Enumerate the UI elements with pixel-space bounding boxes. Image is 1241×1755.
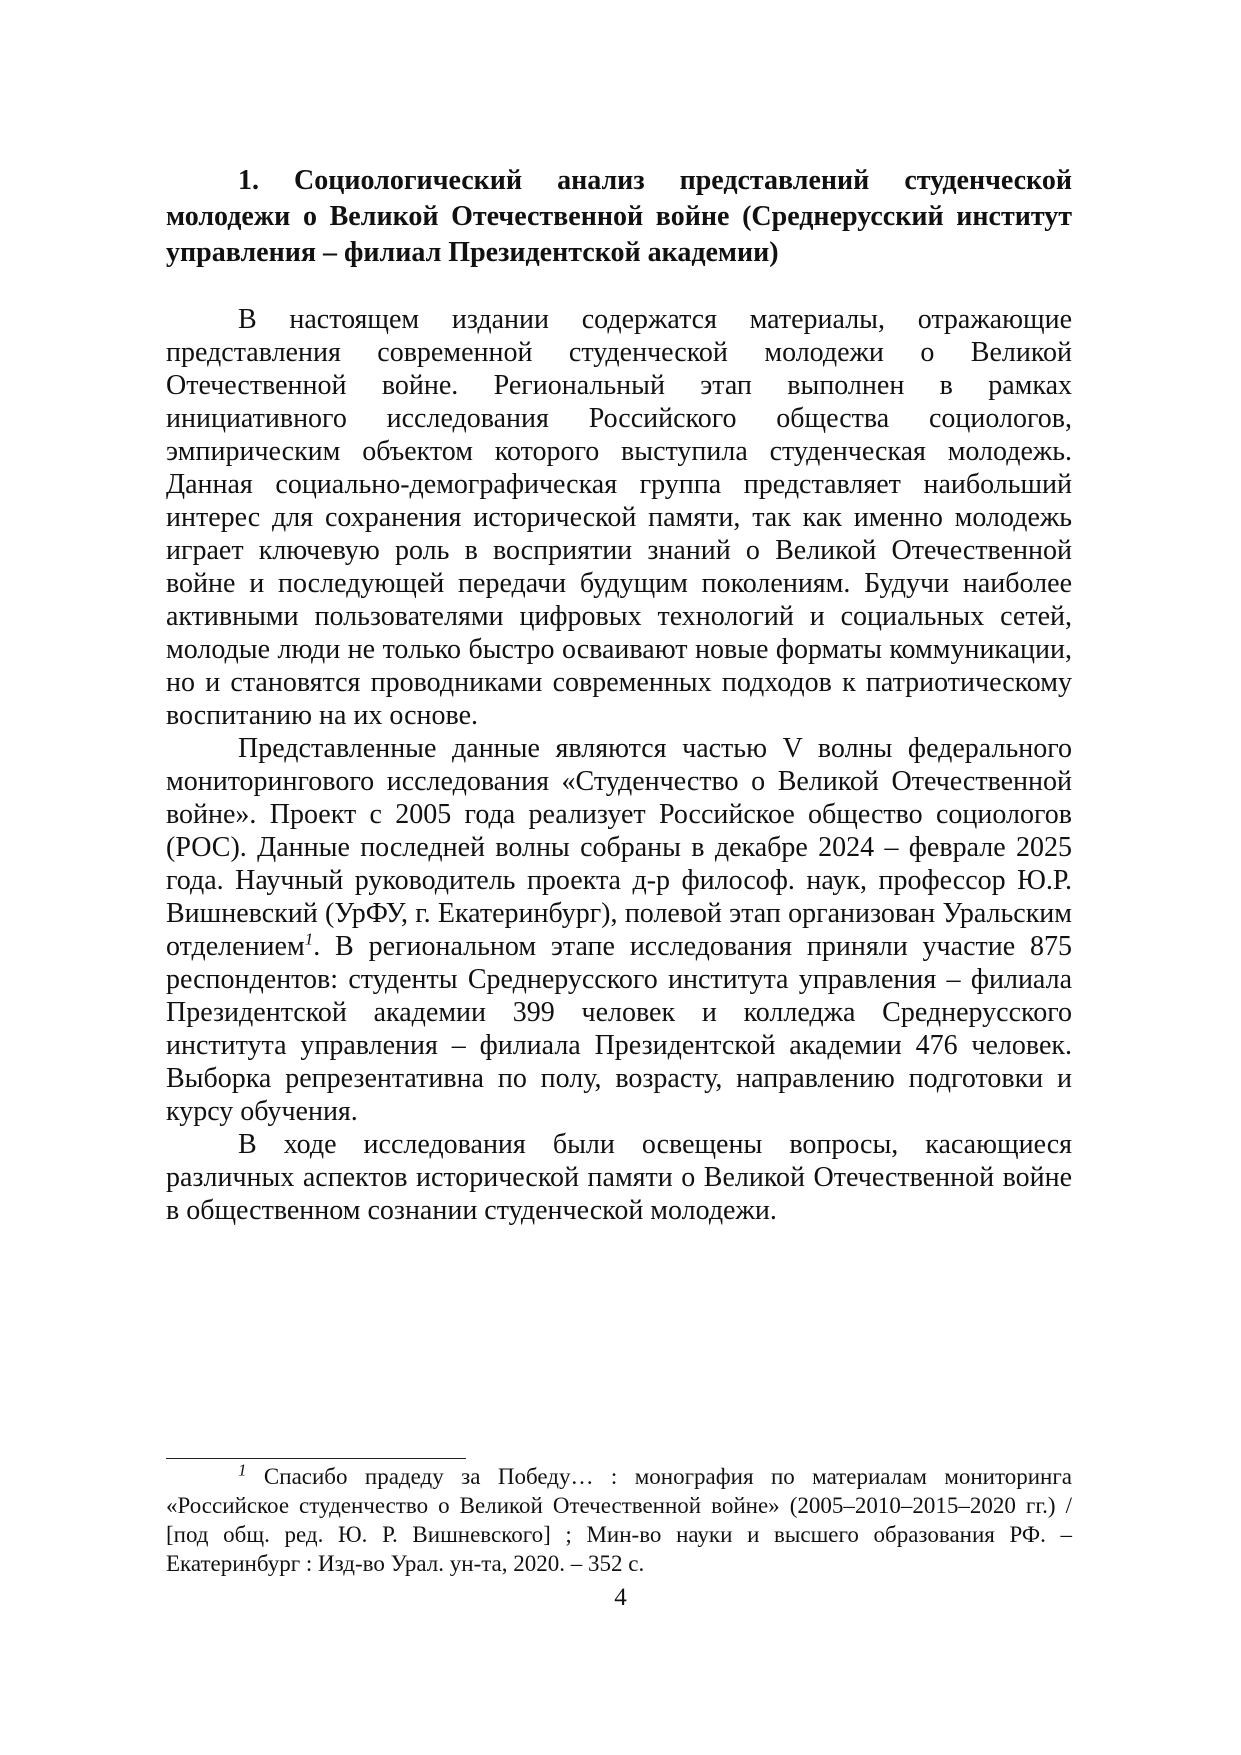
paragraph-text-part1: Представленные данные являются частью V волны федерального мониторингового исследования «Студенчество о Великой Отечественной войне». Проект с 2005 года реализует Российское общество социологов (РОС). Данные последней волны собраны в декабре 2024 – феврале 2025 года. Научный руководитель проекта д-р философ. наук, профессор Ю.Р. Вишневский (УрФУ, г. Екатеринбург), полевой этап организован Уральским отделением [166, 733, 1072, 962]
page-body [166, 163, 1072, 1227]
paragraph-intro: В настоящем издании содержатся материалы, отражающие представления современной студенческой молодежи о Великой Отечественной войне. Региональный этап выполнен в рамках инициативного исследования Российского общества социологов, эмпирическим объектом которого выступила студенческая молодежь. Данная социально-демографическая группа представляет наибольший интерес для сохранения исторической памяти, так как именно молодежь играет ключевую роль в восприятии знаний о Великой Отечественной войне и последующей передачи будущим поколениям. Будучи наиболее активными пользователями цифровых технологий и социальных сетей, молодые люди не только быстро осваивают новые форматы коммуникации, но и становятся проводниками современных подходов к патриотическому воспитанию на их основе. [166, 304, 1072, 731]
footnote-mark: 1 [238, 1460, 247, 1480]
footnote-separator [166, 1458, 466, 1459]
paragraph-text-part2: . В региональном этапе исследования приняли участие 875 респондентов: студенты Среднерусского института управления – филиала Президентской академии 399 человек и колледжа Среднерусского института управления – филиала Президентской академии 476 человек. Выборка репрезентативна по полу, возрасту, направлению подготовки и курсу обучения. [166, 931, 1072, 1127]
paragraph-data-description [166, 732, 1072, 1128]
footnote [166, 1462, 1072, 1578]
paragraph-conclusion: В ходе исследования были освещены вопросы, касающиеся различных аспектов исторической памяти о Великой Отечественной войне в общественном сознании студенческой молодежи. [166, 1129, 1072, 1226]
footnote-text: Спасибо прадеду за Победу… : монография по материалам мониторинга «Российское студенчество о Великой Отечественной войне» (2005–2010–2015–2020 гг.) / [под общ. ред. Ю. Р. Вишневского] ; Мин-во науки и высшего образования РФ. – Екатеринбург : Изд-во Урал. ун-та, 2020. – 352 с. [166, 1464, 1072, 1576]
page-number: 4 [614, 1584, 627, 1611]
section-heading: 1. Социологический анализ представлений студенческой молодежи о Великой Отечественной войне (Среднерусский институт управления – филиал Президентской академии) [166, 165, 1072, 268]
footnote-reference-mark[interactable]: 1 [304, 929, 314, 949]
